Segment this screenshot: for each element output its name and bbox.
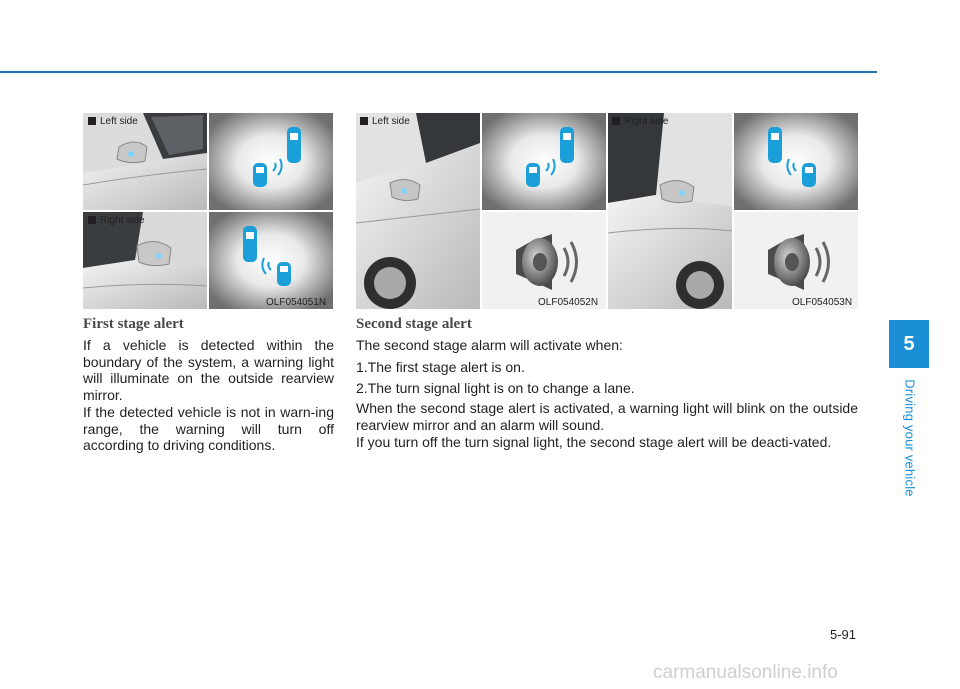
chapter-tab (889, 320, 929, 368)
square-bullet-icon (360, 117, 368, 125)
radar-left-image-2 (482, 113, 606, 210)
second-stage-paragraph-2: When the second stage alert is activated, a warning light will blink on the outside rearview mirror and an alarm will sound. (356, 400, 858, 433)
fig2-label: Left side (360, 116, 410, 127)
second-stage-heading: Second stage alert (356, 316, 472, 332)
radar-right-image-2 (734, 113, 858, 210)
square-bullet-icon (88, 117, 96, 125)
second-stage-list-item-1: 1.The first stage alert is on. (356, 359, 525, 375)
fig1-label-left: Left side (88, 116, 138, 127)
chapter-number: 5 (903, 332, 915, 355)
fig1-code: OLF054051N (266, 297, 327, 308)
first-stage-heading: First stage alert (83, 316, 184, 332)
mirror-right-image (83, 212, 207, 309)
speaker-icon (734, 212, 858, 309)
square-bullet-icon (88, 216, 96, 224)
speaker-icon (482, 212, 606, 309)
mirror-left-image (83, 113, 207, 210)
second-stage-list-item-2: 2.The turn signal light is on to change a lane. (356, 380, 635, 396)
chapter-title: Driving your vehicle (902, 379, 918, 497)
watermark: carmanualsonline.info (653, 662, 838, 683)
fig3-code: OLF054053N (792, 297, 853, 308)
header-rule (0, 71, 877, 73)
radar-left-image (209, 113, 333, 210)
fig3-label: Right side (612, 116, 668, 127)
radar-right-image (209, 212, 333, 309)
first-stage-paragraph-1: If a vehicle is detected within the boundary of the system, a warning light will illuminate on the outside rearview mirror. (83, 337, 334, 403)
second-stage-paragraph-1: The second stage alarm will activate when: (356, 337, 623, 353)
car-right-image (608, 113, 732, 309)
fig1-label-right: Right side (88, 215, 144, 226)
fig2-code: OLF054052N (538, 297, 599, 308)
car-left-image (356, 113, 480, 309)
page-number: 5-91 (830, 627, 857, 642)
first-stage-paragraph-2: If the detected vehicle is not in warn-ing range, the warning will turn off according to driving conditions. (83, 404, 334, 453)
second-stage-paragraph-3: If you turn off the turn signal light, the second stage alert will be deacti-vated. (356, 434, 832, 450)
square-bullet-icon (612, 117, 620, 125)
